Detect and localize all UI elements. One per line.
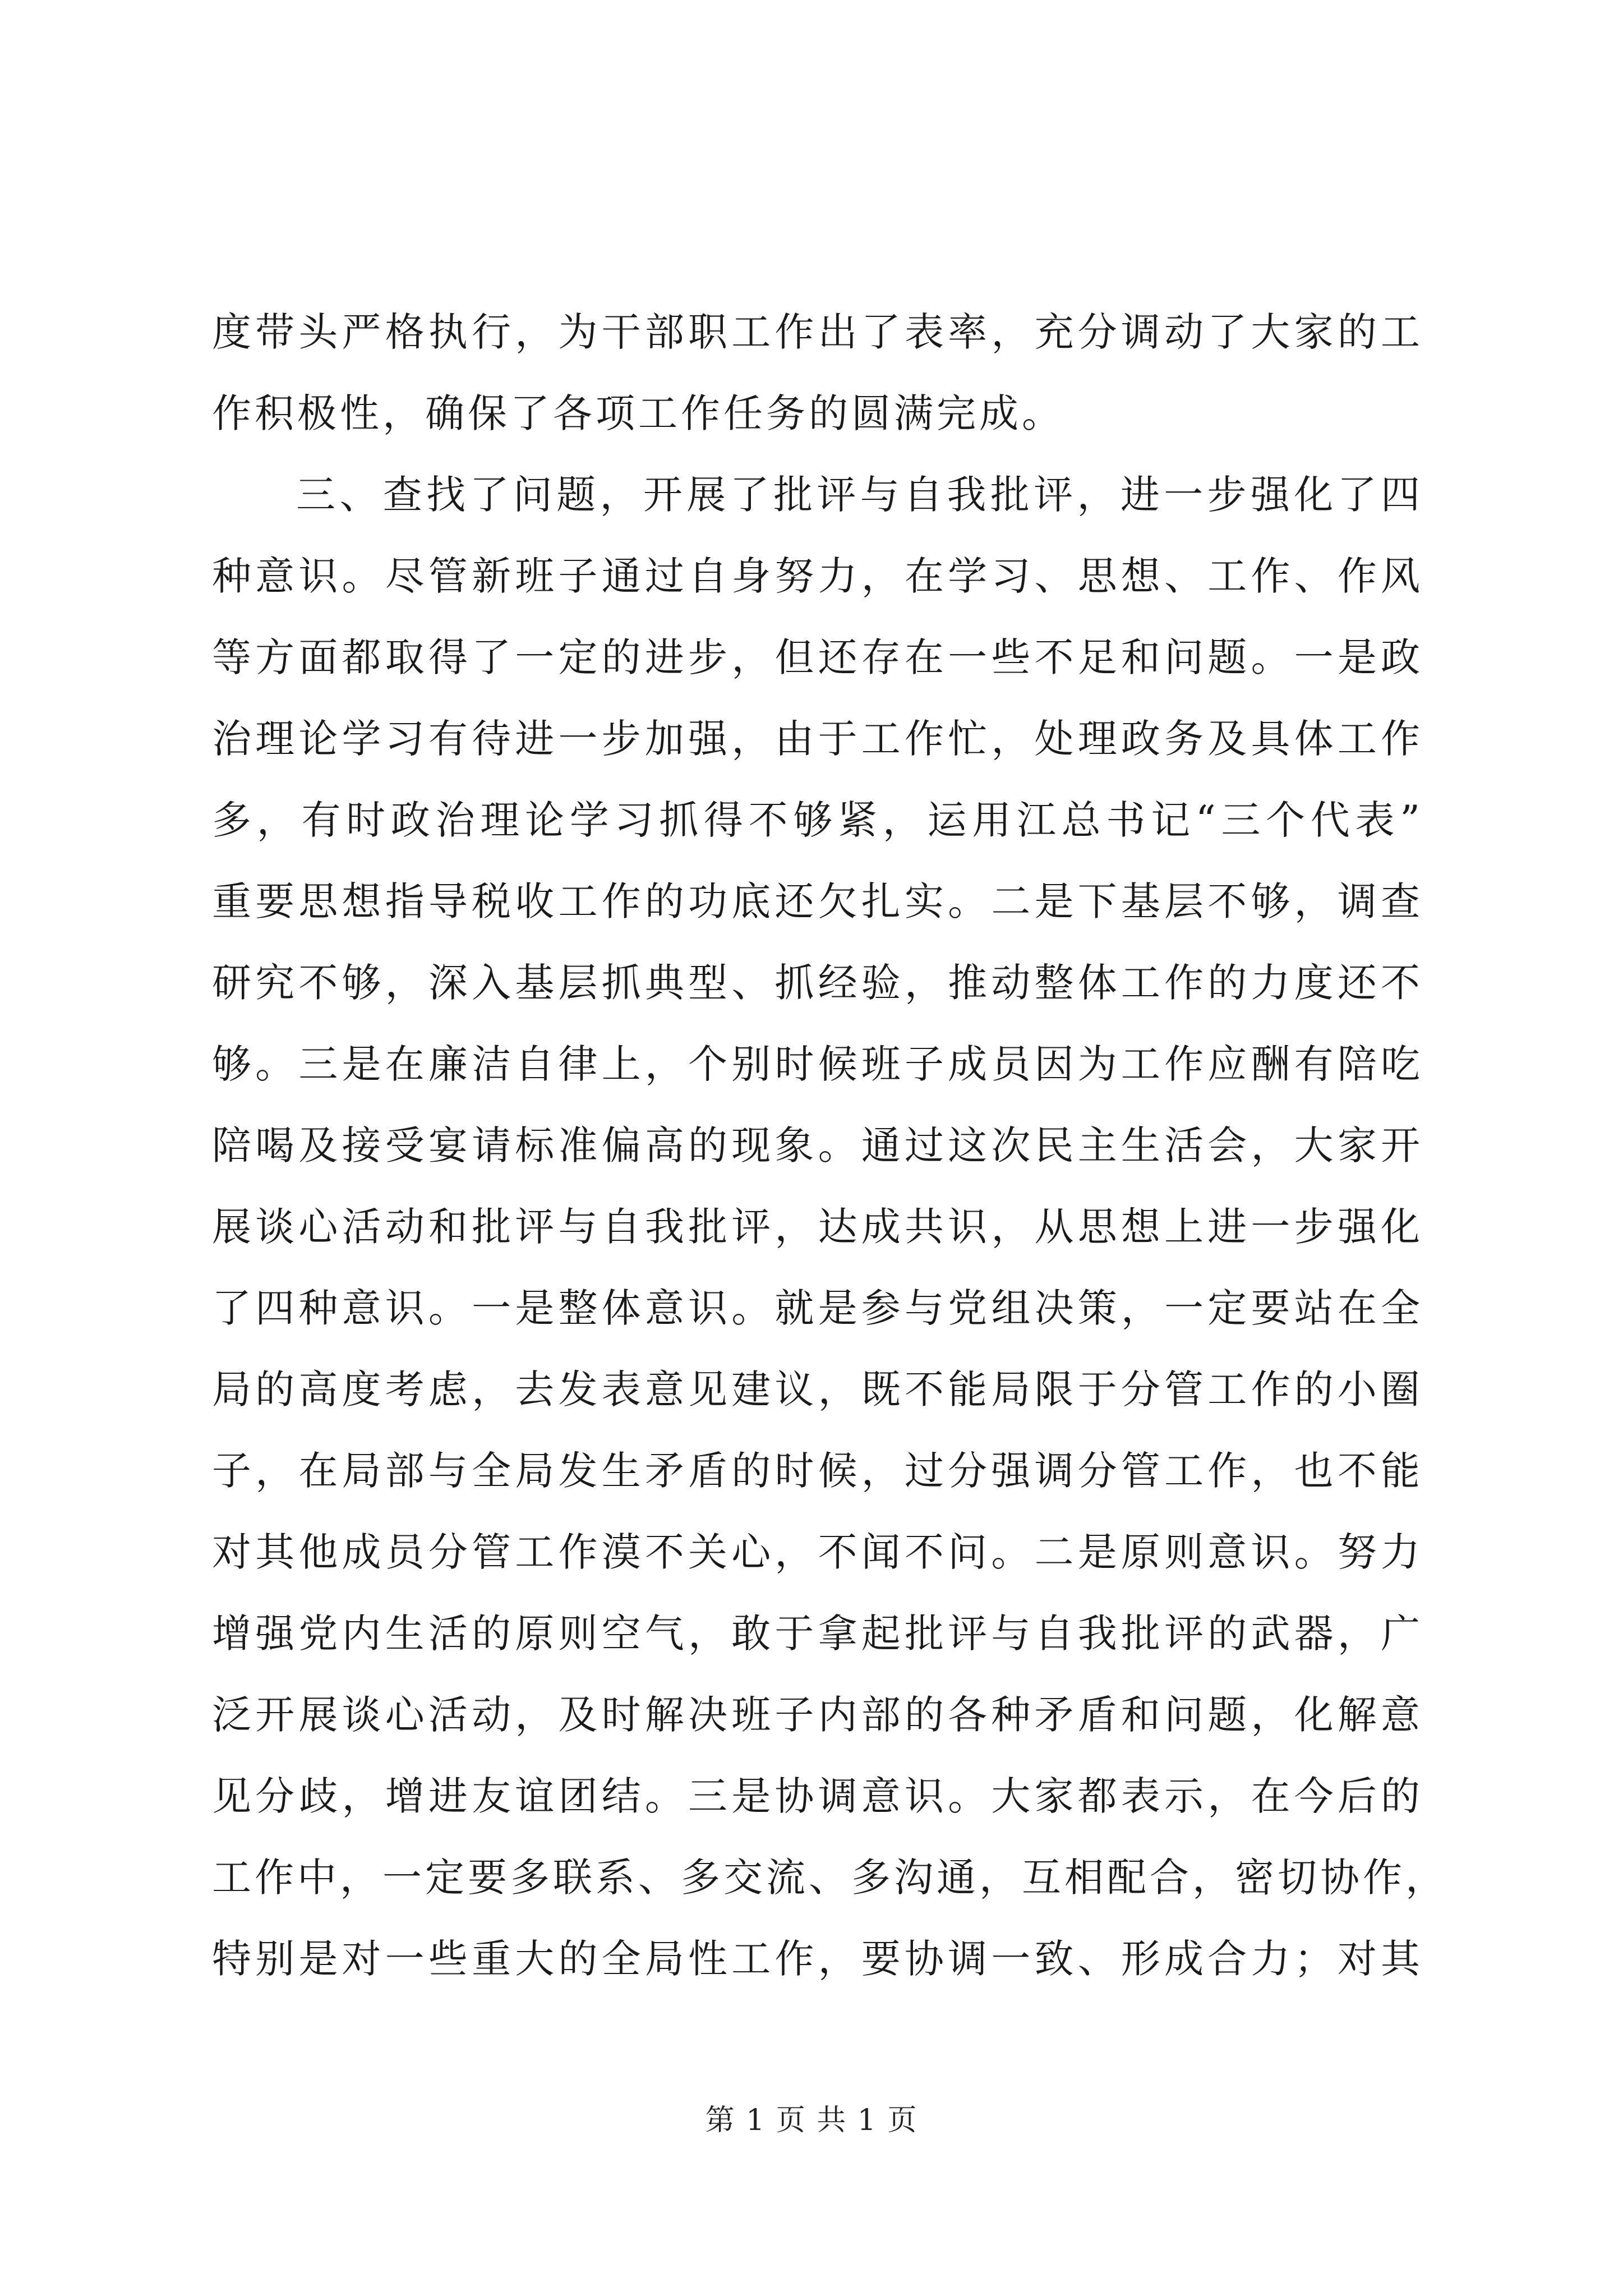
text-line: 对其他成员分管工作漠不关心，不闻不问。二是原则意识。努力 (212, 1529, 1423, 1575)
text-line: 三、查找了问题，开展了批评与自我批评，进一步强化了四 (296, 472, 1423, 518)
text-line: 展谈心活动和批评与自我批评，达成共识，从思想上进一步强化 (212, 1204, 1423, 1250)
text-line: 治理论学习有待进一步加强，由于工作忙，处理政务及具体工作 (212, 716, 1423, 762)
text-line: 泛开展谈心活动，及时解决班子内部的各种矛盾和问题，化解意 (212, 1692, 1423, 1738)
text-line: 特别是对一些重大的全局性工作，要协调一致、形成合力；对其 (212, 1936, 1423, 1982)
text-line: 重要思想指导税收工作的功底还欠扎实。二是下基层不够，调查 (212, 878, 1423, 924)
text-line: 多，有时政治理论学习抓得不够紧，运用江总书记“三个代表” (212, 797, 1423, 843)
text-line: 种意识。尽管新班子通过自身努力，在学习、思想、工作、作风 (212, 553, 1423, 599)
text-line: 作积极性，确保了各项工作任务的圆满完成。 (212, 390, 1064, 436)
text-line: 陪喝及接受宴请标准偏高的现象。通过这次民主生活会，大家开 (212, 1122, 1423, 1168)
text-line: 了四种意识。一是整体意识。就是参与党组决策，一定要站在全 (212, 1285, 1423, 1331)
text-line: 研究不够，深入基层抓典型、抓经验，推动整体工作的力度还不 (212, 960, 1423, 1006)
text-line: 够。三是在廉洁自律上，个别时候班子成员因为工作应酬有陪吃 (212, 1041, 1423, 1087)
text-line: 子，在局部与全局发生矛盾的时候，过分强调分管工作，也不能 (212, 1448, 1423, 1494)
text-line: 局的高度考虑，去发表意见建议，既不能局限于分管工作的小圈 (212, 1366, 1423, 1412)
text-line: 见分歧，增进友谊团结。三是协调意识。大家都表示，在今后的 (212, 1773, 1423, 1819)
text-line: 工作中，一定要多联系、多交流、多沟通，互相配合，密切协作， (212, 1855, 1448, 1901)
document-body (212, 292, 1448, 2000)
text-line: 等方面都取得了一定的进步，但还存在一些不足和问题。一是政 (212, 634, 1423, 680)
page-footer: 第 1 页 共 1 页 (705, 2104, 918, 2137)
text-line: 度带头严格执行，为干部职工作出了表率，充分调动了大家的工 (212, 309, 1423, 355)
text-line: 增强党内生活的原则空气，敢于拿起批评与自我批评的武器，广 (212, 1611, 1423, 1657)
